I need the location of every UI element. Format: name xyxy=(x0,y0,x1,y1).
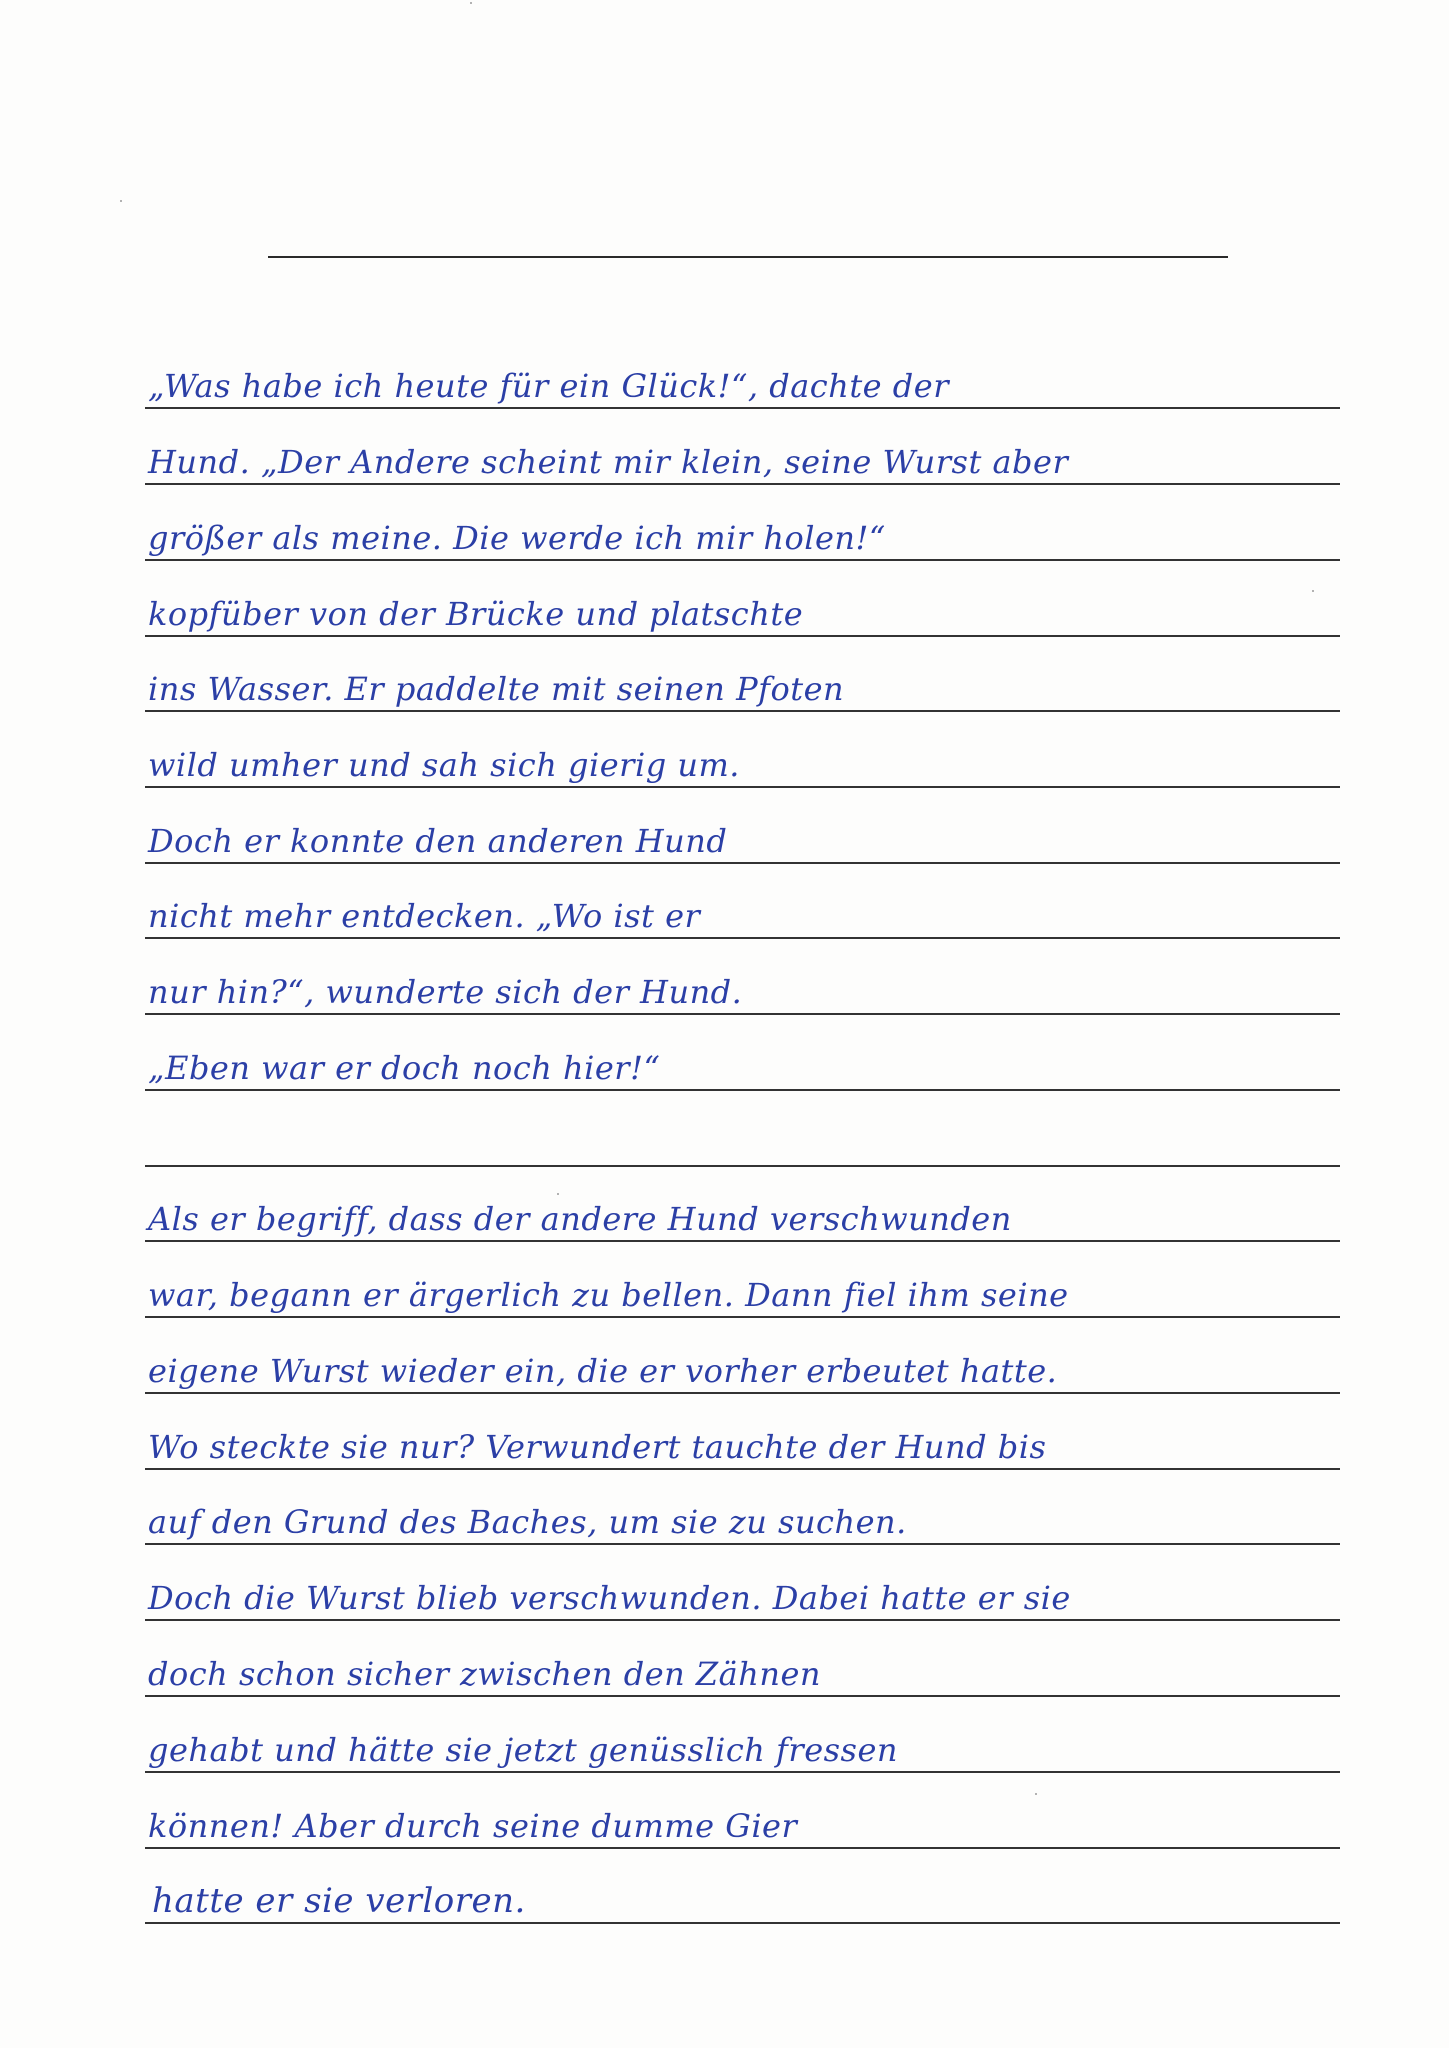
handwritten-line: Doch er konnte den anderen Hund xyxy=(148,822,728,860)
ruled-line xyxy=(145,786,1340,788)
scan-speck xyxy=(470,2,472,4)
scan-speck xyxy=(1312,590,1314,592)
ruled-line xyxy=(145,1013,1340,1015)
handwritten-line: doch schon sicher zwischen den Zähnen xyxy=(148,1655,821,1693)
handwritten-line: Als er begriff, dass der andere Hund verschwunden xyxy=(148,1200,1012,1238)
ruled-line xyxy=(145,483,1340,485)
ruled-line xyxy=(145,710,1340,712)
handwritten-line: wild umher und sah sich gierig um. xyxy=(148,746,740,784)
ruled-line xyxy=(145,407,1340,409)
handwritten-line: gehabt und hätte sie jetzt genüsslich fressen xyxy=(148,1731,899,1769)
ruled-line xyxy=(145,1316,1340,1318)
handwritten-line: nur hin?“, wunderte sich der Hund. xyxy=(148,973,743,1011)
handwritten-line: war, begann er ärgerlich zu bellen. Dann fiel ihm seine xyxy=(148,1276,1069,1314)
handwritten-line: ins Wasser. Er paddelte mit seinen Pfoten xyxy=(148,670,845,708)
scan-speck xyxy=(557,1193,559,1195)
handwritten-line: hatte er sie verloren. xyxy=(152,1881,526,1921)
handwritten-line: „Eben war er doch noch hier!“ xyxy=(148,1049,661,1087)
handwritten-line: nicht mehr entdecken. „Wo ist er xyxy=(148,897,701,935)
ruled-line xyxy=(145,1165,1340,1167)
handwritten-line: Doch die Wurst blieb verschwunden. Dabei hatte er sie xyxy=(148,1579,1071,1617)
scan-speck xyxy=(120,200,122,202)
ruled-line xyxy=(145,1771,1340,1773)
ruled-line xyxy=(145,1695,1340,1697)
handwritten-line: Hund. „Der Andere scheint mir klein, seine Wurst aber xyxy=(148,443,1069,481)
scan-speck xyxy=(1035,1793,1037,1795)
handwritten-line: eigene Wurst wieder ein, die er vorher erbeutet hatte. xyxy=(148,1352,1058,1390)
ruled-line xyxy=(145,1847,1340,1849)
handwritten-line: „Was habe ich heute für ein Glück!“, dachte der xyxy=(148,367,949,405)
handwritten-line: Wo steckte sie nur? Verwundert tauchte der Hund bis xyxy=(148,1428,1047,1466)
ruled-line xyxy=(145,1468,1340,1470)
title-rule xyxy=(268,256,1228,258)
handwritten-line: kopfüber von der Brücke und platschte xyxy=(148,595,804,633)
handwritten-line: größer als meine. Die werde ich mir holen!“ xyxy=(148,519,886,557)
ruled-line xyxy=(145,1392,1340,1394)
ruled-line xyxy=(145,1543,1340,1545)
ruled-line xyxy=(145,1089,1340,1091)
handwritten-line: können! Aber durch seine dumme Gier xyxy=(148,1807,798,1845)
ruled-line xyxy=(145,1619,1340,1621)
ruled-line xyxy=(145,862,1340,864)
ruled-line xyxy=(145,1240,1340,1242)
ruled-line xyxy=(145,635,1340,637)
ruled-line xyxy=(145,1922,1340,1924)
handwritten-line: auf den Grund des Baches, um sie zu suchen. xyxy=(148,1503,907,1541)
ruled-line xyxy=(145,937,1340,939)
ruled-line xyxy=(145,559,1340,561)
